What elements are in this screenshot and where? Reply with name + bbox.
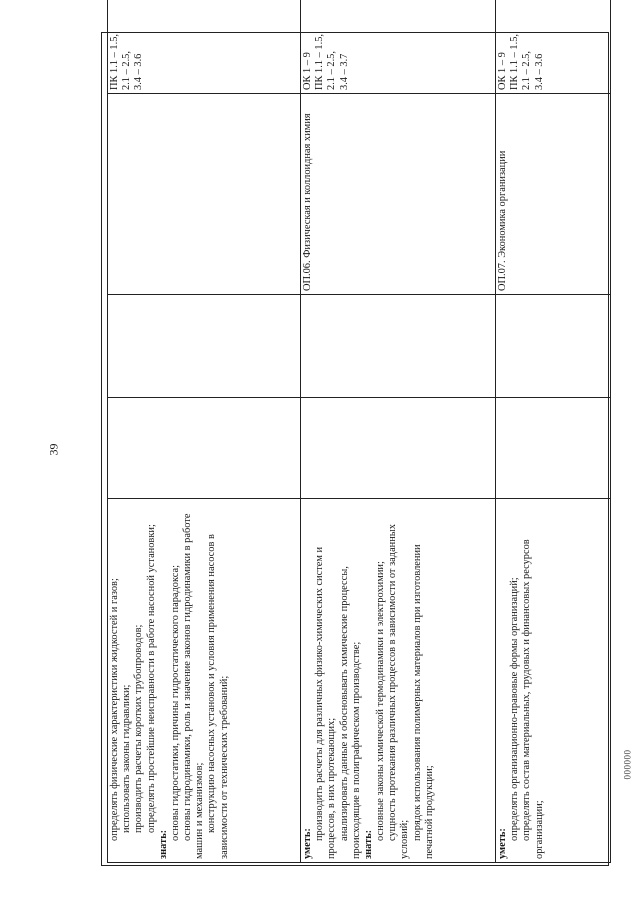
competency-code: ОК 1 – 9 (302, 52, 313, 90)
content-line: конструкцию насосных установок и условия применения насосов в зависимости от технических требований; (206, 534, 230, 859)
competency-code: ОК 1 – 9 (497, 52, 508, 90)
competency-code: 2.1 – 2.5, (121, 51, 133, 90)
page-number: 39 (46, 443, 61, 456)
content-line: порядок использования полимерных материалов при изготовлении печатной продукции; (411, 544, 435, 859)
empty-cell (496, 398, 611, 499)
competency-code: 2.1 – 2.5, (521, 51, 533, 90)
curriculum-table-body (108, 0, 611, 863)
competency-code: 3.4 – 3.6 (133, 53, 145, 90)
empty-cell (301, 295, 496, 398)
table-row (108, 0, 301, 863)
competencies-cell (301, 0, 496, 94)
content-line: производить расчеты коротких трубопроводов; (133, 624, 145, 833)
empty-cell (108, 295, 301, 398)
competency-code: ПК 1.1 – 1.5, (314, 34, 326, 90)
content-line: основные законы химической термодинамики и электрохимии; (375, 561, 387, 841)
table-row (301, 0, 496, 863)
competencies-cell (496, 0, 611, 94)
empty-cell (108, 398, 301, 499)
content-cell (301, 499, 496, 863)
content-cell (496, 499, 611, 863)
competencies-cell (108, 0, 301, 94)
section-heading: уметь: (302, 828, 313, 859)
subject-cell (108, 94, 301, 295)
subject-cell: ОП.06. Физическая и коллоидная химия (301, 94, 496, 295)
content-line: определять организационно-правовые формы организаций; (509, 577, 521, 841)
competency-code: 3.4 – 3.7 (338, 53, 350, 90)
competency-code: 3.4 – 3.6 (533, 53, 545, 90)
empty-cell (301, 398, 496, 499)
content-line: использовать законы гидравлики; (121, 684, 133, 833)
content-line: определять состав материальных, трудовых и финансовых ресурсов организации; (521, 539, 545, 859)
section-heading: знать: (362, 829, 374, 859)
content-line: определять физические характеристики жидкостей и газов; (109, 578, 120, 841)
content-line: анализировать данные и обосновывать химические процессы, происходящие в полиграфическом производстве; (338, 566, 362, 859)
empty-cell (496, 295, 611, 398)
competency-code: 2.1 – 2.5, (326, 51, 338, 90)
subject-cell: ОП.07. Экономика организации (496, 94, 611, 295)
section-heading: уметь: (497, 828, 508, 859)
content-line: производить расчеты для различных физико-химических систем и процессов, в них протекающих; (314, 546, 338, 859)
curriculum-table (107, 0, 611, 863)
content-line: основы гидродинамики, роль и значение законов гидродинамики в работе машин и механизмов; (182, 513, 206, 859)
rotated-table-container (107, 35, 610, 863)
section-heading: знать: (157, 829, 169, 859)
content-line: основы гидростатики, причины гидростатического парадокса; (169, 564, 181, 841)
document-id-mark: 000000 (622, 750, 632, 780)
content-line: сущность протекания различных процессов в зависимости от заданных условий; (387, 524, 411, 859)
content-line: определять простейшие неисправности в работе насосной установки; (145, 524, 157, 833)
competency-code: ПК 1.1 – 1.5, (109, 34, 120, 90)
table-row (496, 0, 611, 863)
content-cell (108, 499, 301, 863)
competency-code: ПК 1.1 – 1.5, (509, 34, 521, 90)
